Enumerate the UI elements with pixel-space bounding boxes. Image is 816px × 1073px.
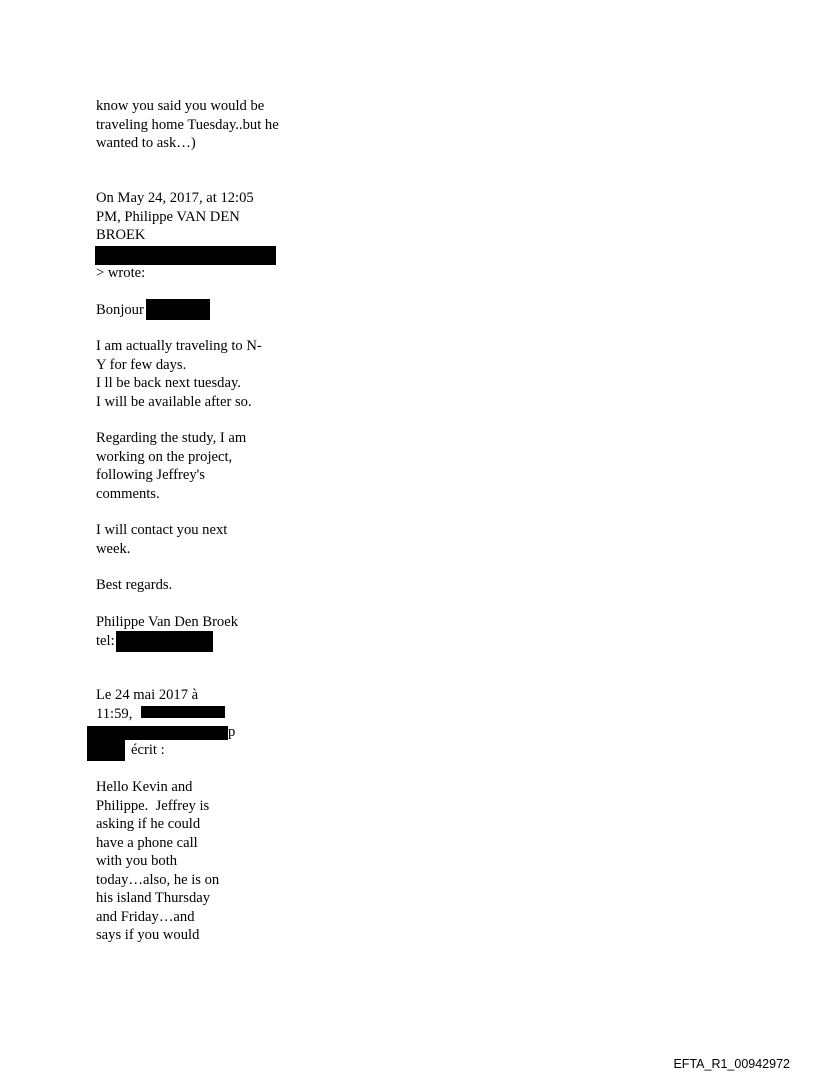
reply2-body-line-8: and Friday…and	[96, 908, 195, 925]
reply2-header-fragment: p	[228, 724, 236, 740]
reply2-body-line-1: Hello Kevin and	[96, 779, 193, 795]
reply2-header-line-2: 11:59,	[96, 705, 133, 722]
reply2-body-line-9: says if you would	[96, 927, 200, 943]
signature-name: Philippe Van Den Broek	[96, 614, 239, 630]
reply1-closing: Best regards.	[96, 577, 173, 593]
reply1-para1-line-1: I am actually traveling to N-	[96, 338, 262, 354]
reply1-para1-line-2: Y for few days.	[96, 356, 187, 373]
reply1-para2-line-1: Regarding the study, I am	[96, 430, 247, 446]
reply2-ecrit: écrit :	[131, 742, 165, 758]
reply2-body-line-3: asking if he could	[96, 816, 201, 832]
intro-line-2: traveling home Tuesday..but he	[96, 116, 279, 133]
redaction-greeting-name	[146, 299, 210, 320]
reply2-body-line-2: Philippe. Jeffrey is	[96, 797, 210, 814]
redaction-email-address	[95, 246, 276, 265]
redaction-phone-number	[116, 631, 213, 652]
redaction-sender-email	[87, 726, 228, 740]
reply2-body-line-5: with you both	[96, 853, 178, 869]
reply1-para1-line-4: I will be available after so.	[96, 393, 252, 410]
reply2-body-line-4: have a phone call	[96, 834, 198, 851]
intro-line-1: know you said you would be	[96, 98, 265, 114]
reply2-body-line-6: today…also, he is on	[96, 871, 220, 888]
document-id: EFTA_R1_00942972	[673, 1057, 790, 1071]
intro-line-3: wanted to ask…)	[96, 135, 196, 151]
reply1-para3-line-2: week.	[96, 540, 131, 557]
reply1-wrote: > wrote:	[96, 265, 146, 281]
reply1-para1-line-3: I ll be back next tuesday.	[96, 375, 241, 391]
reply1-para3-line-1: I will contact you next	[96, 522, 228, 538]
reply1-para2-line-4: comments.	[96, 485, 160, 502]
reply2-header-line-1: Le 24 mai 2017 à	[96, 687, 199, 703]
reply1-header-line-3: BROEK	[96, 227, 146, 243]
redaction-sender-name	[141, 706, 225, 718]
reply1-header-line-2: PM, Philippe VAN DEN	[96, 208, 240, 225]
reply1-para2-line-2: working on the project,	[96, 448, 233, 465]
redaction-sender-email-tail	[87, 740, 125, 761]
signature-tel-label: tel:	[96, 632, 115, 649]
reply1-header-line-1: On May 24, 2017, at 12:05	[96, 190, 254, 206]
reply1-para2-line-3: following Jeffrey's	[96, 467, 205, 483]
reply2-body-line-7: his island Thursday	[96, 890, 211, 906]
reply1-greeting: Bonjour	[96, 302, 144, 318]
